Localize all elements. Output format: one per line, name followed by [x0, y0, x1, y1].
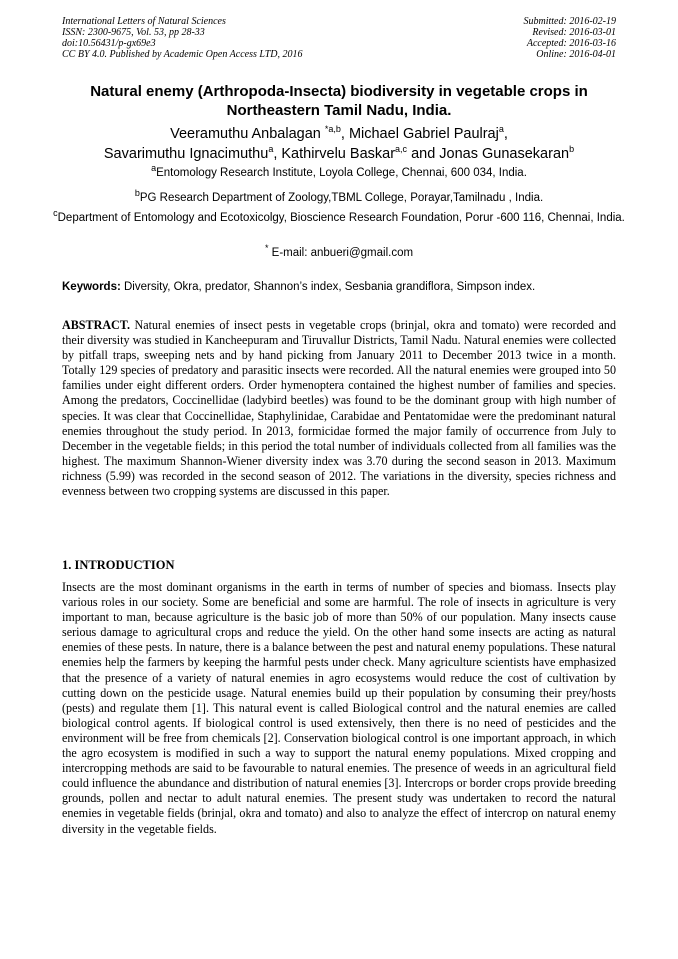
keywords [62, 280, 622, 295]
affil-text: PG Research Department of Zoology,TBML College, Porayar,Tamilnadu , India. [139, 192, 544, 204]
abstract-text: Natural enemies of insect pests in vegetable crops (brinjal, okra and tomato) were recorded and their diversity was studied in Kancheepuram and Tiruvallur Districts, Tamil Nadu. Natural enemies were collected by pitfall traps, sweeping nets and by hand picking from January 2011 to December 2013 twice in a month. Totally 129 species of predatory and parasitic insects were recorded. All the natural enemies were grouped into 50 families under eight different orders. Order hymenoptera contained the highest number of families and species. Among the predators, Coccinellidae (ladybird beetles) was found to be the dominant group with high number of species. It was clear that Coccinellidae, Staphylinidae, Carabidae and Pentatomidae were the predominant natural enemies throughout the study period. In 2013, formicidae formed the major family of occurrence from July to December in the vegetable fields; in this period the total number of individuals collected from all families was the highest. The maximum Shannon-Wiener diversity index was 3.70 during the second season in 2013. Maximum richness (5.99) was recorded in the second season of 2012. The variations in the diversity, species richness and evenness between two cropping systems are discussed in this paper. [62, 318, 616, 499]
affil-mark: c [53, 208, 58, 219]
author-line-2 [30, 144, 648, 164]
introduction-paragraph: Insects are the most dominant organisms in the earth in terms of number of species and biomass. Insects play various roles in our society. Some are beneficial and some are harmful. The role of insects in agriculture is very important to man, because agriculture is the basic job of more than 50% of our population. Many insects cause serious damage to agricultural crops and reduce the yield. On the other hand some insects are acting as natural enemies of these pests. In nature, there is a balance between the pest and natural enemy populations. These natural enemies help the farmers by keeping the harmful pests under check. Many agriculture scientists have emphasized that the presence of a variety of natural enemies in agro ecosystems would reduce the cost of cultivation by cutting down on the pesticide usage. Natural enemies build up their population by consuming their prey/hosts (pests) and regulate them [1]. This natural event is called Biological control and the natural enemies are called biological control agents. If biological control is used extensively, then there is no need of pesticides and the environment will be free from chemicals [2]. Conservation biological control is one important approach, in which the agro ecosystem is modified in such a way to support the natural enemy populations. Mixed cropping and intercropping methods are said to be favourable to natural enemies. The presence of weeds in an agricultural field could influence the abundance and distribution of natural enemies [3]. Intercrops or border crops provide breeding grounds, pollen and nectar to adult natural enemies. The present study was undertaken to record the natural enemies in vegetable fields (brinjal, okra and tomato) and also to analyze the effect of intercrop on natural enemy diversity in the vegetable fields. [62, 580, 616, 836]
title-line-2: Northeastern Tamil Nadu, India. [226, 102, 452, 119]
author-line-1: Veeramuthu Anbalagan $^{*a,b}$, Michael Gabriel Paulraj$^a$, [170, 124, 508, 142]
journal-issn: ISSN: 2300-9675, Vol. 53, pp 28-33 [62, 27, 205, 38]
email-mark: * [264, 243, 269, 254]
author-affil-mark: a,c [395, 144, 408, 155]
accepted-date: Accepted: 2016-03-16 [526, 38, 616, 49]
title-line-1: Natural enemy (Arthropoda-Insecta) biodiversity in vegetable crops in [90, 83, 588, 100]
journal-name: International Letters of Natural Sciences [62, 16, 226, 27]
email-text: E-mail: anbueri@gmail.com [268, 247, 414, 259]
journal-info [62, 16, 303, 60]
journal-doi: doi:10.56431/p-gx69e3 [62, 38, 156, 49]
journal-license: CC BY 4.0. Published by Academic Open Access LTD, 2016 [62, 49, 303, 60]
keywords-label: Keywords: [62, 281, 121, 293]
submission-dates [524, 16, 617, 60]
author-affil-mark: a [268, 144, 274, 155]
revised-date: Revised: 2016-03-01 [532, 27, 616, 38]
affiliation-b [50, 188, 628, 206]
affil-text: Entomology Research Institute, Loyola College, Chennai, 600 034, India. [156, 167, 527, 179]
author-name: , Michael Gabriel Paulraj [340, 126, 499, 142]
affil-text: Department of Entomology and Ecotoxicolgy, Bioscience Research Foundation, Porur -600 116, Chennai, India. [57, 212, 625, 224]
author-affil-mark: b [569, 144, 575, 155]
author-name: Veeramuthu Anbalagan [170, 126, 325, 142]
affiliation-a [50, 163, 628, 181]
author-name: , Kathirvelu Baskar [273, 146, 396, 162]
author-affil-mark: a [498, 124, 504, 135]
section-heading-introduction: 1. INTRODUCTION [62, 558, 175, 572]
author-name: and Jonas Gunasekaran [407, 146, 570, 162]
affiliation-c [50, 208, 628, 226]
abstract [62, 318, 616, 499]
author-name: Savarimuthu Ignacimuthu [103, 146, 269, 162]
paper-title [40, 82, 638, 120]
author-affil-mark: *a,b [324, 124, 341, 135]
keywords-text: Diversity, Okra, predator, Shannon’s index, Sesbania grandiflora, Simpson index. [120, 281, 536, 293]
author-list [30, 124, 648, 164]
abstract-label: ABSTRACT. [62, 318, 130, 332]
affil-mark: a [151, 163, 157, 174]
corresponding-email [50, 243, 628, 261]
submitted-date: Submitted: 2016-02-19 [523, 16, 616, 27]
affil-mark: b [134, 188, 140, 199]
online-date: Online: 2016-04-01 [536, 49, 616, 60]
